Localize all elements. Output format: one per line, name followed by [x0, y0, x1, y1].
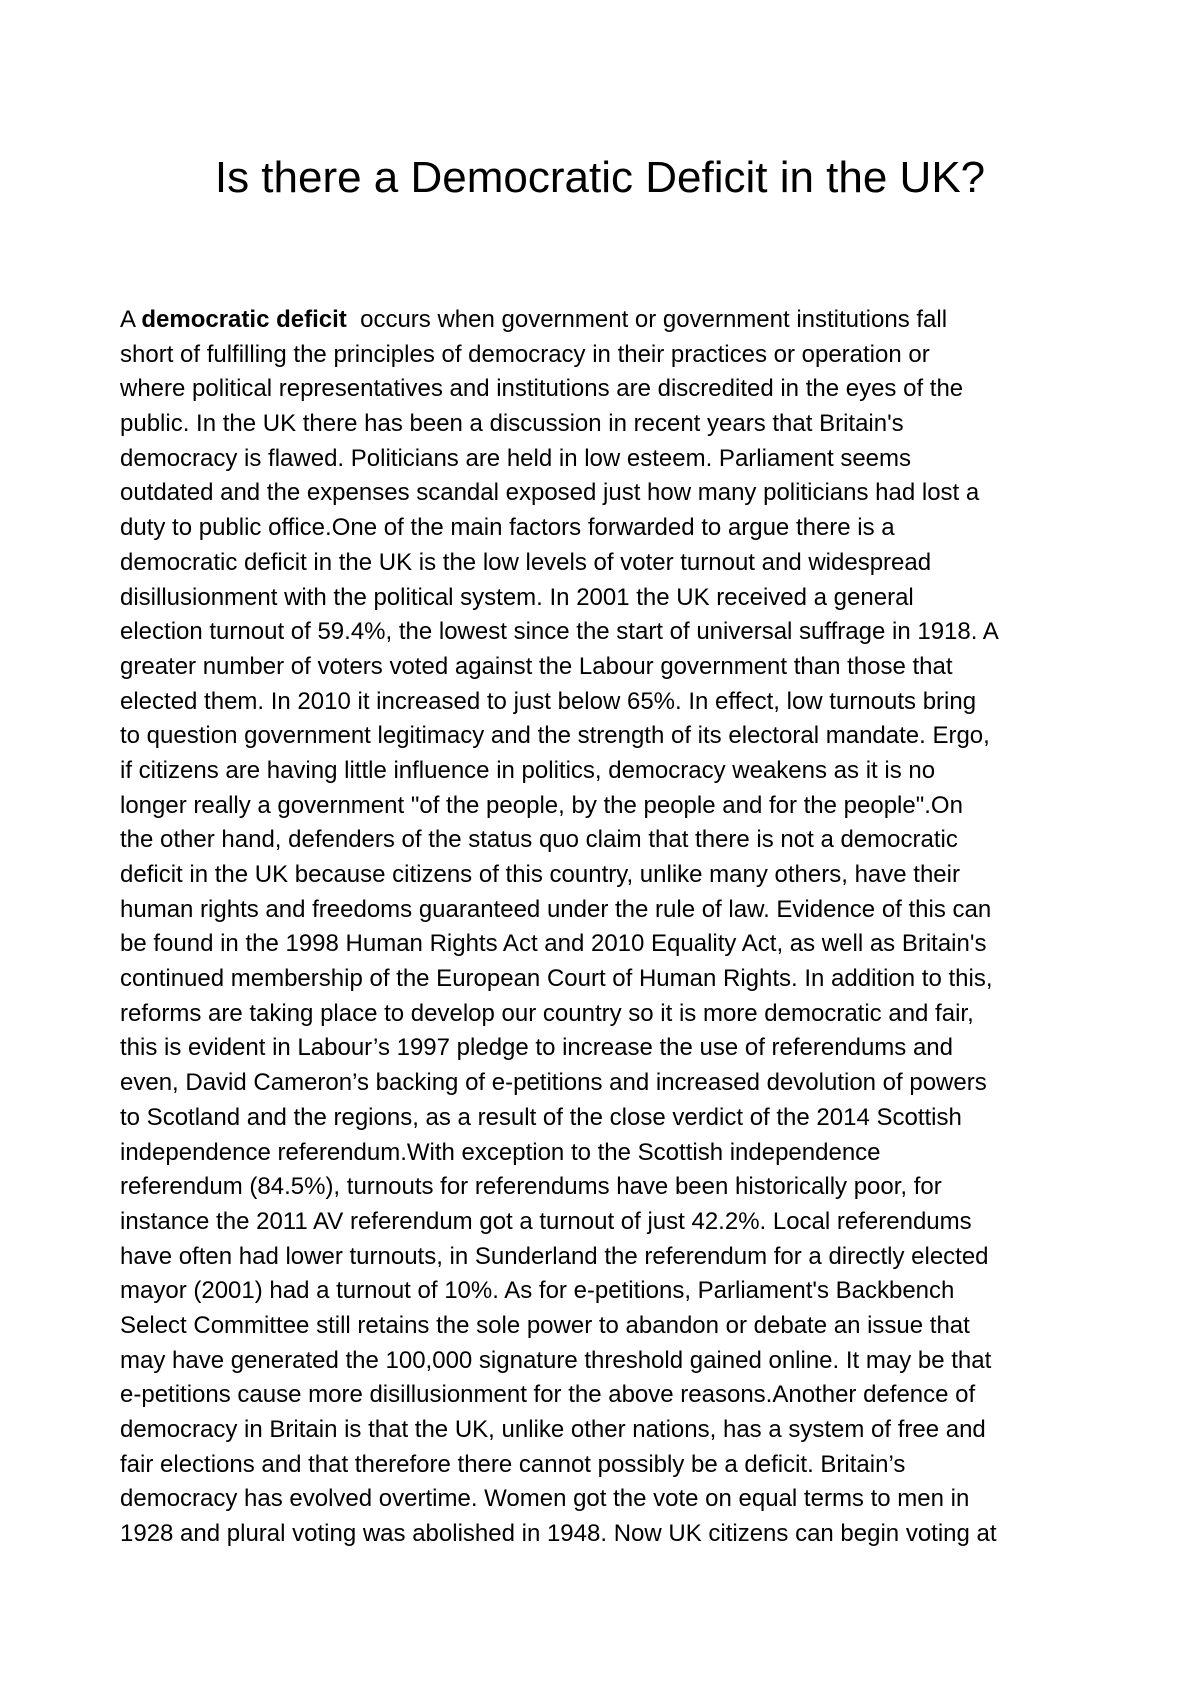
paragraph-line: Select Committee still retains the sole power to abandon or debate an issue that — [120, 1311, 970, 1339]
paragraph-line: democracy in Britain is that the UK, unlike other nations, has a system of free and — [120, 1416, 986, 1443]
paragraph-line: short of fulfilling the principles of democracy in their practices or operation or — [120, 340, 930, 368]
paragraph-line: deficit in the UK because citizens of this country, unlike many others, have their — [120, 861, 960, 888]
paragraph-line: continued membership of the European Court of Human Rights. In addition to this, — [120, 965, 993, 993]
paragraph-line: outdated and the expenses scandal exposed just how many politicians had lost a — [120, 479, 980, 507]
paragraph-line — [120, 303, 1120, 338]
paragraph-line: be found in the 1998 Human Rights Act and 2010 Equality Act, as well as Britain's — [120, 930, 987, 958]
paragraph-line: 1928 and plural voting was abolished in 1948. Now UK citizens can begin voting at — [120, 1520, 997, 1548]
paragraph-line: mayor (2001) had a turnout of 10%. As for e-petitions, Parliament's Backbench — [120, 1277, 955, 1305]
paragraph-line: the other hand, defenders of the status quo claim that there is not a democratic — [120, 826, 958, 854]
paragraph-line: democracy has evolved overtime. Women got the vote on equal terms to men in — [120, 1485, 970, 1513]
paragraph-line: democratic deficit in the UK is the low levels of voter turnout and widespread — [120, 548, 932, 576]
paragraph-line: to question government legitimacy and the strength of its electoral mandate. Ergo, — [120, 722, 990, 750]
paragraph-line: fair elections and that therefore there cannot possibly be a deficit. Britain’s — [120, 1450, 906, 1478]
document-title: Is there a Democratic Deficit in the UK? — [214, 153, 986, 202]
paragraph-line: if citizens are having little influence in politics, democracy weakens as it is no — [120, 756, 936, 784]
paragraph-line: reforms are taking place to develop our country so it is more democratic and fair, — [120, 999, 974, 1027]
intro-prefix: A — [120, 306, 142, 333]
paragraph-line: elected them. In 2010 it increased to just below 65%. In effect, low turnouts bring — [120, 687, 977, 715]
paragraph-line: human rights and freedoms guaranteed under the rule of law. Evidence of this can — [120, 895, 992, 923]
paragraph-line: independence referendum.With exception to the Scottish independence — [120, 1138, 881, 1166]
document-body — [120, 303, 1120, 1552]
paragraph-line: duty to public office.One of the main factors forwarded to argue there is a — [120, 514, 895, 542]
paragraph-line: this is evident in Labour’s 1997 pledge to increase the use of referendums and — [120, 1034, 953, 1062]
paragraph-line: election turnout of 59.4%, the lowest since the start of universal suffrage in 1918. A — [120, 618, 999, 646]
paragraph-line: may have generated the 100,000 signature threshold gained online. It may be that — [120, 1346, 992, 1374]
paragraph-line: where political representatives and institutions are discredited in the eyes of the — [120, 375, 964, 403]
paragraph-line: instance the 2011 AV referendum got a turnout of just 42.2%. Local referendums — [120, 1207, 972, 1235]
paragraph-line: public. In the UK there has been a discussion in recent years that Britain's — [120, 410, 904, 438]
paragraph-line: e-petitions cause more disillusionment for the above reasons.Another defence of — [120, 1381, 976, 1409]
paragraph-line: to Scotland and the regions, as a result of the close verdict of the 2014 Scottish — [120, 1103, 962, 1131]
defined-term: democratic deficit — [141, 306, 347, 333]
paragraph-line: referendum (84.5%), turnouts for referendums have been historically poor, for — [120, 1173, 942, 1201]
paragraph-line: disillusionment with the political system. In 2001 the UK received a general — [120, 583, 914, 611]
paragraph-line: have often had lower turnouts, in Sunderland the referendum for a directly elected — [120, 1242, 989, 1270]
paragraph-line: longer really a government "of the people, by the people and for the people".On — [120, 791, 963, 819]
intro-suffix: occurs when government or government institutions fall — [346, 306, 948, 333]
paragraph-line: greater number of voters voted against the Labour government than those that — [120, 652, 953, 680]
paragraph-line: even, David Cameron’s backing of e-petitions and increased devolution of powers — [120, 1069, 987, 1097]
paragraph-line: democracy is flawed. Politicians are held in low esteem. Parliament seems — [120, 444, 912, 472]
